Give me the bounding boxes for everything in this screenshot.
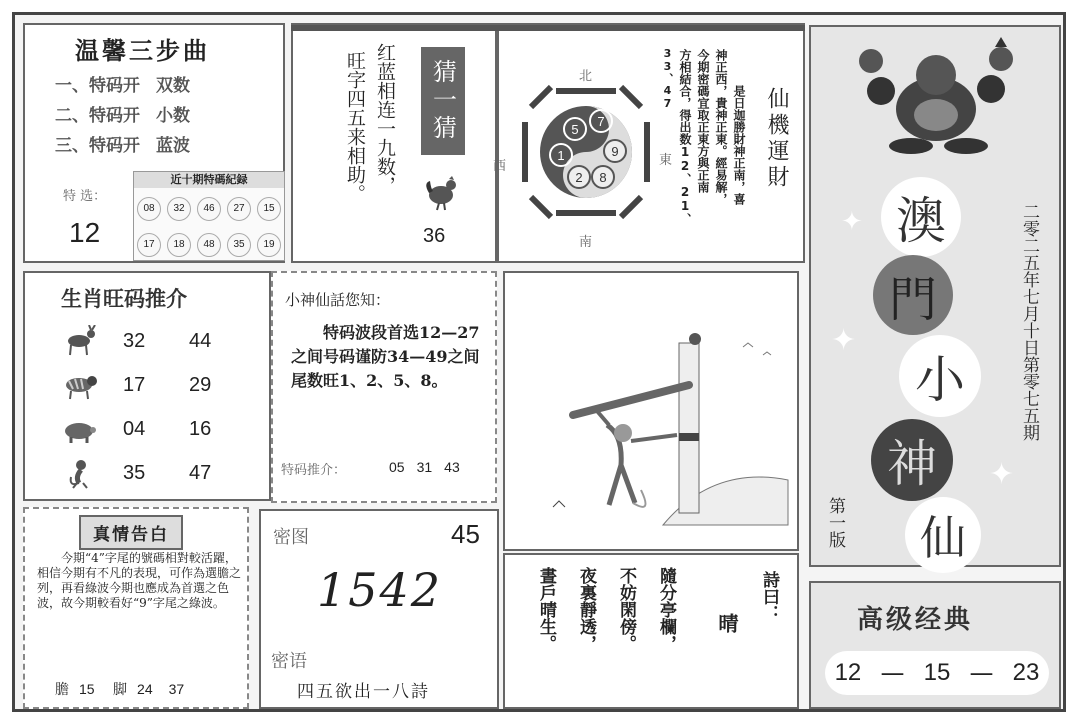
bagua-num: 5	[563, 117, 587, 141]
fortune-numbers: 33、47	[661, 47, 674, 110]
zodiac-row	[61, 451, 261, 495]
record-number: 32	[167, 197, 191, 221]
records-table	[134, 196, 284, 258]
zodiac-row	[61, 407, 261, 451]
zodiac-num-b: 16	[189, 417, 212, 440]
notice-panel	[271, 271, 497, 503]
records-box	[133, 171, 285, 261]
pick-label: 特码推介：	[281, 463, 347, 478]
sparkle-icon: ✦	[831, 323, 857, 358]
xianji-col-4: 方相結合，得出数12、21、	[678, 49, 692, 225]
sparkle-icon: ✦	[989, 457, 1015, 492]
classic-num: 15	[923, 659, 951, 686]
tese-value: 12	[69, 217, 101, 248]
poem-side-label: 詩曰：	[759, 571, 779, 622]
bagua-num: 1	[549, 143, 573, 167]
zodiac-num-a: 17	[123, 373, 146, 396]
zodiac-num-b: 44	[189, 329, 212, 352]
riddle-poem-col-1: 红蓝相连一九数，	[374, 43, 396, 195]
direction-east: 東	[659, 153, 673, 168]
fortune-panel	[493, 23, 805, 263]
zodiac-panel	[23, 271, 271, 501]
logo-char: 神	[871, 419, 953, 501]
step-row: 二、特码开 小数	[55, 106, 190, 126]
riddle-poem-col-2: 旺字四五来相助。	[344, 51, 366, 203]
classic-num: 23	[1012, 659, 1040, 686]
zodiac-num-a: 35	[123, 461, 146, 484]
edition-label: 第一版	[825, 497, 845, 548]
three-steps-heading: 温馨三步曲	[75, 36, 210, 65]
record-number: 15	[257, 197, 281, 221]
logo-char: 澳	[881, 177, 961, 257]
record-number: 18	[167, 233, 191, 257]
rooster-icon	[421, 175, 461, 211]
confession-panel	[23, 507, 249, 709]
monkey-illustration	[513, 285, 793, 535]
record-number: 08	[137, 197, 161, 221]
logo-panel	[809, 25, 1061, 567]
mitu-number: 45	[451, 519, 480, 549]
confession-title: 真情告白	[79, 515, 183, 550]
zodiac-num-a: 04	[123, 417, 146, 440]
record-number: 35	[227, 233, 251, 257]
zodiac-row	[61, 363, 261, 407]
record-number: 19	[257, 233, 281, 257]
step-row: 一、特码开 双数	[55, 76, 190, 96]
zodiac-num-a: 32	[123, 329, 146, 352]
zodiac-num-b: 47	[189, 461, 212, 484]
pick-values: 05 31 43	[389, 459, 460, 475]
xianji-col-2: 神正西，貴神正東。經易解，	[714, 49, 728, 205]
dan-jiao-row: 膽 15 脚 24 37	[55, 681, 185, 698]
record-number: 17	[137, 233, 161, 257]
bagua-num: 7	[589, 109, 613, 133]
mitu-panel	[259, 509, 499, 709]
three-steps-panel	[23, 23, 285, 263]
mitu-label: 密图	[273, 527, 309, 548]
classic-panel	[809, 581, 1061, 709]
tese-label: 特 选：	[63, 189, 107, 204]
bagua-num: 8	[591, 165, 615, 189]
classic-numbers	[825, 651, 1049, 695]
tiger-icon	[61, 369, 101, 401]
page-frame	[12, 12, 1066, 712]
separator: —	[880, 659, 905, 687]
laughing-buddha-icon	[841, 31, 1031, 161]
logo-char: 小	[899, 335, 981, 417]
record-number: 46	[197, 197, 221, 221]
logo-char: 仙	[905, 497, 981, 573]
direction-north: 北	[579, 69, 593, 84]
direction-south: 南	[579, 235, 593, 250]
classic-num: 12	[834, 659, 862, 686]
bagua-diagram	[511, 77, 661, 227]
zodiac-list	[61, 319, 261, 495]
mitu-handwriting: 1542	[317, 563, 443, 617]
poem-col: 不妨閑傍。	[616, 567, 636, 652]
top-bar	[291, 25, 805, 31]
pig-icon	[61, 413, 101, 445]
direction-west: 西	[493, 159, 507, 174]
notice-title: 小神仙話您知：	[285, 291, 391, 309]
illustration-panel	[503, 271, 799, 551]
issue-date: 二零二五年七月十日第零七五期	[1019, 203, 1039, 441]
three-steps-rows	[55, 71, 275, 161]
sparkle-icon: ✦	[841, 207, 863, 237]
poem-panel	[503, 553, 799, 709]
miyu-label: 密语	[271, 651, 307, 672]
riddle-answer: 36	[423, 225, 446, 247]
step-row: 三、特码开 蓝波	[55, 136, 190, 156]
deer-icon	[61, 325, 101, 357]
riddle-banner: 猜一猜	[421, 47, 465, 155]
record-number: 27	[227, 197, 251, 221]
records-title: 近十期特碼紀録	[134, 172, 284, 188]
separator: —	[969, 659, 994, 687]
bagua-num: 2	[567, 165, 591, 189]
poem-col: 隨分亭欄，	[656, 567, 676, 652]
miyu-text: 四五欲出一八詩	[297, 682, 430, 702]
monkey-icon	[61, 457, 101, 489]
riddle-panel	[291, 23, 497, 263]
zodiac-row	[61, 319, 261, 363]
zodiac-title: 生肖旺码推介	[61, 287, 187, 311]
logo-char: 門	[873, 255, 953, 335]
classic-title: 高级经典	[857, 605, 974, 635]
confession-body: 今期“4”字尾的號碼相對較活躍，相信今期有不凡的表現，可作為選膽之列，再看綠波今期也應成為首選之色波，故今期較看好“9”字尾之綠波。	[37, 551, 242, 610]
poem-col: 晴	[715, 613, 739, 633]
record-number: 48	[197, 233, 221, 257]
zodiac-num-b: 29	[189, 373, 212, 396]
xianji-col-3: 今期密碼宜取正東方與正南	[696, 49, 710, 193]
bagua-num: 9	[603, 139, 627, 163]
poem-col: 夜裏靜透，	[576, 567, 596, 652]
xianji-col-1: 是日迦勝財神正南，喜	[732, 85, 746, 205]
notice-body: 特码波段首选12—27之间号码谨防34—49之间尾数旺1、2、5、8。	[291, 323, 480, 390]
poem-col: 晝戶晴生。	[536, 567, 556, 652]
xianji-title: 仙機運財	[764, 87, 789, 191]
